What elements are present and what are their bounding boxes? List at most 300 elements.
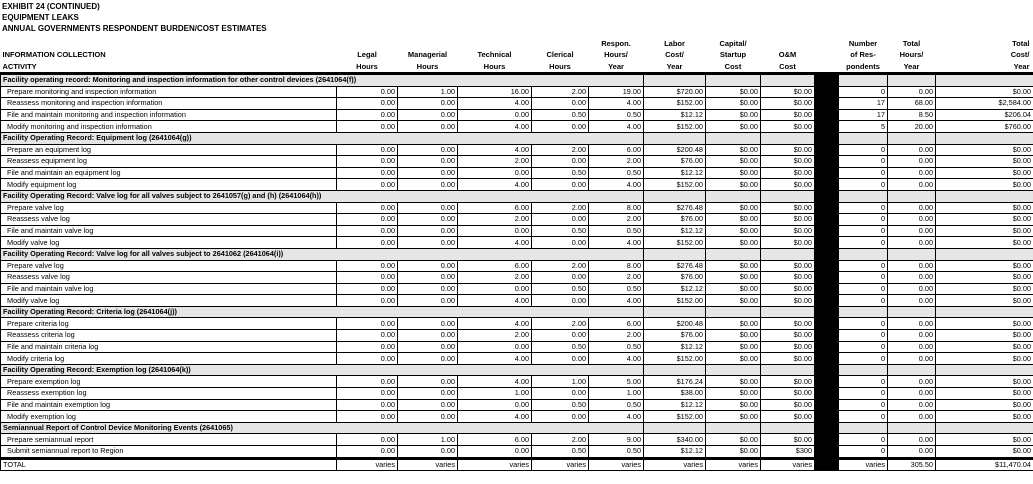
- technical-hours: 2.00: [458, 156, 532, 168]
- section-filler: [706, 364, 761, 376]
- om-cost: $0.00: [761, 156, 815, 168]
- clerical-hours: 0.00: [532, 272, 589, 284]
- technical-hours: 0.00: [458, 225, 532, 237]
- number-respondents: 0: [839, 330, 888, 342]
- black-divider: [815, 144, 839, 156]
- respon-hours: 4.00: [589, 121, 644, 133]
- labor-cost: $12.12: [644, 446, 706, 459]
- labor-cost: $152.00: [644, 98, 706, 110]
- legal-hours: 0.00: [337, 283, 398, 295]
- legal-hours: 0.00: [337, 399, 398, 411]
- capital-cost: $0.00: [706, 353, 761, 365]
- section-header-row: [1, 422, 1033, 434]
- legal-hours: 0.00: [337, 295, 398, 307]
- black-divider: [815, 376, 839, 388]
- table-row: [1, 388, 1033, 400]
- number-respondents: 0: [839, 318, 888, 330]
- om-cost: $0.00: [761, 179, 815, 191]
- number-respondents: 0: [839, 202, 888, 214]
- capital-cost: $0.00: [706, 272, 761, 284]
- table-row: [1, 237, 1033, 249]
- capital-cost: $0.00: [706, 237, 761, 249]
- section-filler: [839, 190, 888, 202]
- respon-hours: 8.00: [589, 202, 644, 214]
- black-divider: [815, 225, 839, 237]
- number-respondents: 0: [839, 179, 888, 191]
- section-title: Facility Operating Record: Valve log for all valves subject to 2641057(g) and (h) (2641064(h)): [1, 190, 644, 202]
- technical-hours: 4.00: [458, 144, 532, 156]
- labor-cost: $12.12: [644, 283, 706, 295]
- managerial-hours: 0.00: [398, 260, 458, 272]
- section-filler: [706, 132, 761, 144]
- section-filler: [644, 74, 706, 87]
- total-cost: $0.00: [936, 411, 1033, 423]
- black-divider: [815, 388, 839, 400]
- black-divider: [815, 283, 839, 295]
- table-row: [1, 179, 1033, 191]
- number-respondents: 0: [839, 156, 888, 168]
- technical-hours: 2.00: [458, 214, 532, 226]
- labor-cost: $152.00: [644, 411, 706, 423]
- section-title: Facility operating record: Monitoring and inspection information for other control devices (2641064(f)): [1, 74, 644, 87]
- respon-hours: 4.00: [589, 98, 644, 110]
- labor-cost: $720.00: [644, 86, 706, 98]
- legal-hours: 0.00: [337, 330, 398, 342]
- managerial-hours: 0.00: [398, 353, 458, 365]
- total-hours: 0.00: [888, 283, 936, 295]
- labor-cost: $76.00: [644, 214, 706, 226]
- total-cost: $0.00: [936, 237, 1033, 249]
- table-row: [1, 144, 1033, 156]
- legal-hours: 0.00: [337, 179, 398, 191]
- clerical-hours: 0.00: [532, 353, 589, 365]
- black-divider: [815, 422, 839, 434]
- om-cost: $0.00: [761, 341, 815, 353]
- table-row: [1, 121, 1033, 133]
- respon-hours: 2.00: [589, 156, 644, 168]
- labor-cost: $12.12: [644, 167, 706, 179]
- number-respondents: 0: [839, 388, 888, 400]
- activity: Reassess valve log: [1, 214, 337, 226]
- total-hours: 0.00: [888, 272, 936, 284]
- capital-cost: $0.00: [706, 109, 761, 121]
- total-total-hours: 305.50: [888, 458, 936, 471]
- legal-hours: 0.00: [337, 86, 398, 98]
- clerical-hours: 2.00: [532, 144, 589, 156]
- clerical-hours: 2.00: [532, 86, 589, 98]
- technical-hours: 1.00: [458, 388, 532, 400]
- capital-cost: $0.00: [706, 446, 761, 459]
- technical-hours: 4.00: [458, 179, 532, 191]
- section-filler: [936, 132, 1033, 144]
- total-cost: $0.00: [936, 202, 1033, 214]
- black-divider: [815, 121, 839, 133]
- om-cost: $0.00: [761, 411, 815, 423]
- om-cost: $0.00: [761, 283, 815, 295]
- activity: File and maintain valve log: [1, 283, 337, 295]
- respon-hours: 6.00: [589, 144, 644, 156]
- om-cost: $0.00: [761, 202, 815, 214]
- om-cost: $0.00: [761, 109, 815, 121]
- black-divider: [815, 341, 839, 353]
- clerical-hours: 0.50: [532, 109, 589, 121]
- header-number: Number of Res- pondents: [839, 34, 888, 74]
- section-filler: [761, 132, 815, 144]
- number-respondents: 0: [839, 214, 888, 226]
- total-cost: $0.00: [936, 214, 1033, 226]
- black-divider: [815, 330, 839, 342]
- activity: Prepare an equipment log: [1, 144, 337, 156]
- total-hours: 8.50: [888, 109, 936, 121]
- activity: Reassess exemption log: [1, 388, 337, 400]
- header-legal: Legal Hours: [337, 34, 398, 74]
- total-cost: $0.00: [936, 376, 1033, 388]
- managerial-hours: 0.00: [398, 388, 458, 400]
- labor-cost: $200.48: [644, 144, 706, 156]
- labor-cost: $12.12: [644, 225, 706, 237]
- black-divider: [815, 434, 839, 446]
- total-cost: $0.00: [936, 318, 1033, 330]
- header-activity: INFORMATION COLLECTION ACTIVITY: [1, 34, 337, 74]
- section-title: Facility Operating Record: Criteria log (2641064(j)): [1, 306, 644, 318]
- clerical-hours: 0.50: [532, 399, 589, 411]
- total-cost: $0.00: [936, 283, 1033, 295]
- technical-hours: 6.00: [458, 260, 532, 272]
- section-header-row: [1, 364, 1033, 376]
- managerial-hours: 0.00: [398, 109, 458, 121]
- black-divider: [815, 306, 839, 318]
- black-divider: [815, 86, 839, 98]
- black-divider: [815, 248, 839, 260]
- total-cost: $0.00: [936, 353, 1033, 365]
- black-divider: [815, 411, 839, 423]
- managerial-hours: 0.00: [398, 330, 458, 342]
- header-spacer: [815, 34, 839, 74]
- number-respondents: 0: [839, 341, 888, 353]
- activity: Reassess equipment log: [1, 156, 337, 168]
- section-filler: [644, 248, 706, 260]
- total-hours: 0.00: [888, 260, 936, 272]
- technical-hours: 4.00: [458, 353, 532, 365]
- header-labor: Labor Cost/ Year: [644, 34, 706, 74]
- table-row: [1, 86, 1033, 98]
- respon-hours: 0.50: [589, 341, 644, 353]
- labor-cost: $152.00: [644, 179, 706, 191]
- total-hours: 0.00: [888, 399, 936, 411]
- number-respondents: 0: [839, 283, 888, 295]
- total-cost: $0.00: [936, 179, 1033, 191]
- total-om-cost: varies: [761, 458, 815, 471]
- section-filler: [644, 306, 706, 318]
- managerial-hours: 0.00: [398, 179, 458, 191]
- legal-hours: 0.00: [337, 109, 398, 121]
- managerial-hours: 0.00: [398, 156, 458, 168]
- om-cost: $0.00: [761, 86, 815, 98]
- respon-hours: 8.00: [589, 260, 644, 272]
- activity: Prepare valve log: [1, 260, 337, 272]
- total-technical-hours: varies: [458, 458, 532, 471]
- black-divider: [815, 458, 839, 471]
- respon-hours: 2.00: [589, 214, 644, 226]
- activity: Modify monitoring and inspection information: [1, 121, 337, 133]
- managerial-hours: 0.00: [398, 237, 458, 249]
- labor-cost: $152.00: [644, 121, 706, 133]
- total-hours: 0.00: [888, 144, 936, 156]
- number-respondents: 17: [839, 109, 888, 121]
- managerial-hours: 0.00: [398, 98, 458, 110]
- activity: Prepare criteria log: [1, 318, 337, 330]
- table-row: [1, 283, 1033, 295]
- capital-cost: $0.00: [706, 144, 761, 156]
- activity: Modify criteria log: [1, 353, 337, 365]
- section-filler: [706, 248, 761, 260]
- table-row: [1, 260, 1033, 272]
- legal-hours: 0.00: [337, 376, 398, 388]
- total-hours: 0.00: [888, 446, 936, 459]
- technical-hours: 4.00: [458, 121, 532, 133]
- black-divider: [815, 179, 839, 191]
- capital-cost: $0.00: [706, 202, 761, 214]
- managerial-hours: 0.00: [398, 225, 458, 237]
- legal-hours: 0.00: [337, 353, 398, 365]
- technical-hours: 4.00: [458, 295, 532, 307]
- activity: File and maintain exemption log: [1, 399, 337, 411]
- section-filler: [888, 74, 936, 87]
- capital-cost: $0.00: [706, 376, 761, 388]
- om-cost: $0.00: [761, 225, 815, 237]
- table-row: [1, 330, 1033, 342]
- om-cost: $0.00: [761, 388, 815, 400]
- labor-cost: $76.00: [644, 330, 706, 342]
- legal-hours: 0.00: [337, 260, 398, 272]
- black-divider: [815, 318, 839, 330]
- technical-hours: 16.00: [458, 86, 532, 98]
- clerical-hours: 0.00: [532, 156, 589, 168]
- legal-hours: 0.00: [337, 446, 398, 459]
- total-cost: $0.00: [936, 388, 1033, 400]
- total-respon-hours: varies: [589, 458, 644, 471]
- clerical-hours: 0.50: [532, 167, 589, 179]
- capital-cost: $0.00: [706, 318, 761, 330]
- section-header-row: [1, 190, 1033, 202]
- om-cost: $0.00: [761, 399, 815, 411]
- total-row: [1, 458, 1033, 471]
- black-divider: [815, 167, 839, 179]
- section-filler: [888, 306, 936, 318]
- number-respondents: 0: [839, 295, 888, 307]
- number-respondents: 0: [839, 167, 888, 179]
- table-row: [1, 167, 1033, 179]
- labor-cost: $12.12: [644, 109, 706, 121]
- total-cost: $0.00: [936, 330, 1033, 342]
- om-cost: $0.00: [761, 237, 815, 249]
- legal-hours: 0.00: [337, 434, 398, 446]
- clerical-hours: 0.00: [532, 214, 589, 226]
- capital-cost: $0.00: [706, 411, 761, 423]
- black-divider: [815, 446, 839, 459]
- section-filler: [761, 306, 815, 318]
- total-cost: $0.00: [936, 156, 1033, 168]
- black-divider: [815, 295, 839, 307]
- clerical-hours: 0.00: [532, 237, 589, 249]
- section-filler: [839, 364, 888, 376]
- section-filler: [839, 306, 888, 318]
- black-divider: [815, 364, 839, 376]
- section-filler: [936, 306, 1033, 318]
- section-title: Facility Operating Record: Valve log for all valves subject to 2641062 (2641064(i)): [1, 248, 644, 260]
- legal-hours: 0.00: [337, 388, 398, 400]
- capital-cost: $0.00: [706, 295, 761, 307]
- number-respondents: 0: [839, 144, 888, 156]
- capital-cost: $0.00: [706, 214, 761, 226]
- total-hours: 0.00: [888, 179, 936, 191]
- capital-cost: $0.00: [706, 179, 761, 191]
- om-cost: $0.00: [761, 330, 815, 342]
- activity: File and maintain an equipment log: [1, 167, 337, 179]
- section-filler: [644, 422, 706, 434]
- section-filler: [888, 364, 936, 376]
- section-filler: [888, 190, 936, 202]
- managerial-hours: 0.00: [398, 295, 458, 307]
- respon-hours: 5.00: [589, 376, 644, 388]
- section-filler: [761, 74, 815, 87]
- header-row: [1, 34, 1033, 74]
- om-cost: $0.00: [761, 353, 815, 365]
- section-filler: [936, 190, 1033, 202]
- black-divider: [815, 237, 839, 249]
- total-hours: 0.00: [888, 411, 936, 423]
- header-om: O&M Cost: [761, 34, 815, 74]
- total-cost: $760.00: [936, 121, 1033, 133]
- section-header-row: [1, 74, 1033, 87]
- managerial-hours: 0.00: [398, 376, 458, 388]
- number-respondents: 0: [839, 411, 888, 423]
- number-respondents: 0: [839, 237, 888, 249]
- clerical-hours: 2.00: [532, 434, 589, 446]
- labor-cost: $12.12: [644, 399, 706, 411]
- section-header-row: [1, 248, 1033, 260]
- managerial-hours: 0.00: [398, 411, 458, 423]
- managerial-hours: 0.00: [398, 272, 458, 284]
- om-cost: $0.00: [761, 121, 815, 133]
- section-filler: [761, 248, 815, 260]
- capital-cost: $0.00: [706, 399, 761, 411]
- labor-cost: $200.48: [644, 318, 706, 330]
- capital-cost: $0.00: [706, 121, 761, 133]
- respon-hours: 0.50: [589, 283, 644, 295]
- om-cost: $300: [761, 446, 815, 459]
- activity: Reassess monitoring and inspection information: [1, 98, 337, 110]
- total-cost: $0.00: [936, 86, 1033, 98]
- table-row: [1, 214, 1033, 226]
- technical-hours: 0.00: [458, 109, 532, 121]
- om-cost: $0.00: [761, 318, 815, 330]
- om-cost: $0.00: [761, 214, 815, 226]
- om-cost: $0.00: [761, 295, 815, 307]
- total-hours: 0.00: [888, 376, 936, 388]
- capital-cost: $0.00: [706, 434, 761, 446]
- number-respondents: 0: [839, 399, 888, 411]
- managerial-hours: 0.00: [398, 214, 458, 226]
- activity: Modify exemption log: [1, 411, 337, 423]
- number-respondents: 0: [839, 86, 888, 98]
- number-respondents: 0: [839, 376, 888, 388]
- technical-hours: 4.00: [458, 98, 532, 110]
- clerical-hours: 0.50: [532, 283, 589, 295]
- table-row: [1, 341, 1033, 353]
- section-filler: [644, 190, 706, 202]
- black-divider: [815, 109, 839, 121]
- respon-hours: 19.00: [589, 86, 644, 98]
- header-capital: Capital/ Startup Cost: [706, 34, 761, 74]
- capital-cost: $0.00: [706, 283, 761, 295]
- black-divider: [815, 214, 839, 226]
- legal-hours: 0.00: [337, 318, 398, 330]
- capital-cost: $0.00: [706, 167, 761, 179]
- legal-hours: 0.00: [337, 167, 398, 179]
- om-cost: $0.00: [761, 98, 815, 110]
- managerial-hours: 0.00: [398, 399, 458, 411]
- section-title: Facility Operating Record: Exemption log (2641064(k)): [1, 364, 644, 376]
- section-filler: [644, 364, 706, 376]
- respon-hours: 6.00: [589, 318, 644, 330]
- header-respon: Respon. Hours/ Year: [589, 34, 644, 74]
- legal-hours: 0.00: [337, 237, 398, 249]
- black-divider: [815, 190, 839, 202]
- section-filler: [888, 132, 936, 144]
- legal-hours: 0.00: [337, 225, 398, 237]
- total-clerical-hours: varies: [532, 458, 589, 471]
- managerial-hours: 0.00: [398, 318, 458, 330]
- labor-cost: $176.24: [644, 376, 706, 388]
- capital-cost: $0.00: [706, 260, 761, 272]
- section-filler: [706, 422, 761, 434]
- capital-cost: $0.00: [706, 388, 761, 400]
- total-hours: 0.00: [888, 167, 936, 179]
- respon-hours: 9.00: [589, 434, 644, 446]
- section-title: Semiannual Report of Control Device Monitoring Events (2641065): [1, 422, 644, 434]
- burden-cost-table: [0, 34, 1033, 471]
- managerial-hours: 1.00: [398, 434, 458, 446]
- section-filler: [839, 248, 888, 260]
- total-number-respondents: varies: [839, 458, 888, 471]
- section-filler: [839, 422, 888, 434]
- black-divider: [815, 156, 839, 168]
- black-divider: [815, 353, 839, 365]
- capital-cost: $0.00: [706, 156, 761, 168]
- legal-hours: 0.00: [337, 156, 398, 168]
- technical-hours: 6.00: [458, 434, 532, 446]
- total-cost: $0.00: [936, 167, 1033, 179]
- exhibit-titles: [0, 0, 1033, 34]
- respon-hours: 2.00: [589, 272, 644, 284]
- table-row: [1, 434, 1033, 446]
- labor-cost: $152.00: [644, 237, 706, 249]
- technical-hours: 0.00: [458, 341, 532, 353]
- respon-hours: 0.50: [589, 446, 644, 459]
- managerial-hours: 1.00: [398, 86, 458, 98]
- labor-cost: $276.48: [644, 260, 706, 272]
- total-hours: 0.00: [888, 295, 936, 307]
- labor-cost: $152.00: [644, 353, 706, 365]
- clerical-hours: 0.00: [532, 388, 589, 400]
- total-cost: $0.00: [936, 399, 1033, 411]
- section-filler: [888, 422, 936, 434]
- section-filler: [761, 364, 815, 376]
- table-row: [1, 272, 1033, 284]
- table-row: [1, 399, 1033, 411]
- table-row: [1, 411, 1033, 423]
